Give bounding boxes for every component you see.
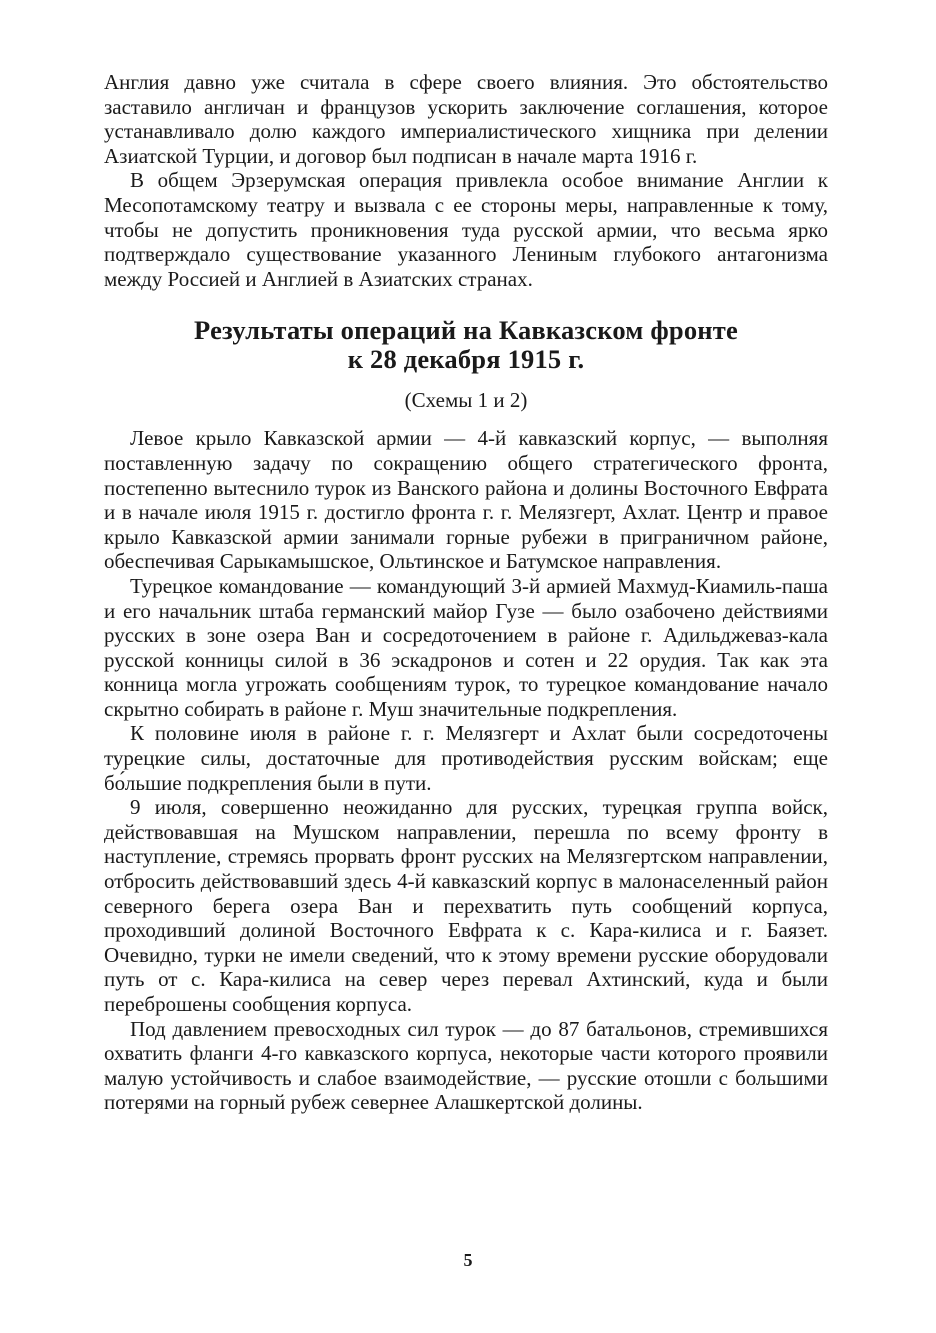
section-title-line-1: Результаты операций на Кавказском фронте (194, 315, 738, 346)
section-title-line-2: к 28 декабря 1915 г. (347, 344, 585, 375)
section-paragraph-2: Турецкое командование — командующий 3-й армией Махмуд-Киамиль-паша и его начальник штаба германский майор Гузе — было озабочено действиями русских в зоне озера Ван и сосредоточением в районе г. Адильджеваз-кала русской конницы силой в 36 эскадронов и сотен и 22 орудия. Так как эта конница могла угрожать сообщениям турок, то турецкое командование начало скрытно собирать в районе г. Муш значительные подкрепления. (104, 573, 828, 721)
section-paragraph-4: 9 июля, совершенно неожиданно для русских, турецкая группа войск, действовавшая на Мушском направлении, перешла по всему фронту в наступление, стремясь прорвать фронт русских на Мелязгертском направлении, отбросить действовавший здесь 4-й кавказский корпус в малонаселенный район северного берега озера Ван и перехватить путь сообщений корпуса, проходивший долиной Восточного Евфрата к с. Кара-килиса и г. Баязет. Очевидно, турки не имели сведений, что к этому времени русские оборудовали путь от с. Кара-килиса на север через перевал Ахтинский, куда и были переброшены сообщения корпуса. (104, 795, 828, 1016)
section-title (104, 316, 828, 374)
page-body (104, 70, 828, 1115)
section-subtitle: (Схемы 1 и 2) (404, 388, 528, 413)
page-number: 5 (463, 1250, 473, 1270)
section-paragraph-5: Под давлением превосходных сил турок — до 87 батальонов, стремившихся охватить фланги 4-го кавказского корпуса, некоторые части которого проявили малую устойчивость и слабое взаимодействие, — русские отошли с большими потерями на горный рубеж севернее Алашкертской долины. (104, 1016, 828, 1115)
section-paragraph-1: Левое крыло Кавказской армии — 4-й кавказский корпус, — выполняя поставленную задачу по сокращению общего стратегического фронта, постепенно вытеснило турок из Ванского района и долины Восточного Евфрата и в начале июля 1915 г. достигло фронта г. г. Мелязгерт, Ахлат. Центр и правое крыло Кавказской армии занимали горные рубежи в приграничном районе, обеспечивая Сарыкамышское, Ольтинское и Батумское направления. (104, 426, 828, 574)
section-paragraph-3: К половине июля в районе г. г. Мелязгерт и Ахлат были сосредоточены турецкие силы, достаточные для противодействия русским войскам; еще бо́льшие подкрепления были в пути. (104, 721, 828, 795)
intro-paragraph-2: В общем Эрзерумская операция привлекла особое внимание Англии к Месопотамскому театру и вызвала с ее стороны меры, направленные к тому, чтобы не допустить проникновения туда русской армии, что весьма ярко подтверждало существование указанного Лениным глубокого антагонизма между Россией и Англией в Азиатских странах. (104, 168, 828, 291)
intro-paragraph-1: Англия давно уже считала в сфере своего влияния. Это обстоятельство заставило англичан и французов ускорить заключение соглашения, которое устанавливало долю каждого империалистического хищника при делении Азиатской Турции, и договор был подписан в начале марта 1916 г. (104, 70, 828, 168)
